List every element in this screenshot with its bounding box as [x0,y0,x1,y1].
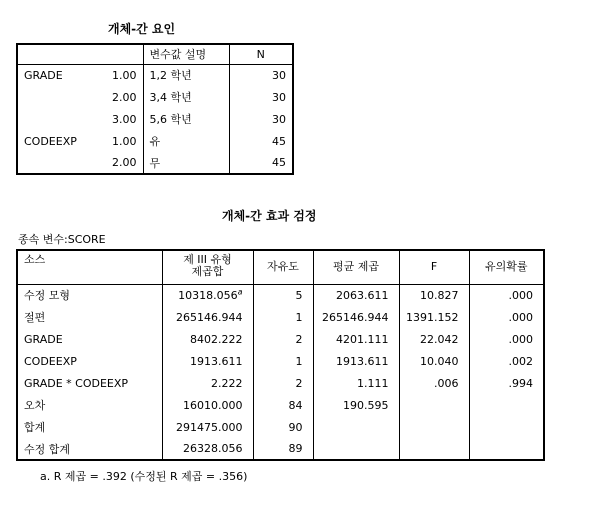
between-subjects-effects-table [16,249,545,461]
ss-cell [162,438,253,460]
ss-cell [162,328,253,350]
source-cell: 수정 모형 [24,289,71,303]
table-row [17,416,544,438]
factor-value: 2.00 [112,90,137,104]
source-cell: GRADE * CODEEXP [24,376,129,390]
value-label: 무 [143,152,229,174]
table-header-row [17,44,293,64]
factor-name: GRADE [24,68,63,82]
table-row [17,86,293,108]
ms-cell: 4201.111 [313,328,399,350]
sig-cell: .000 [469,284,544,306]
f-cell: 10.040 [399,350,469,372]
df-cell: 89 [253,438,313,460]
ss-cell [162,284,253,306]
table-header-row [17,250,544,284]
source-cell: 오차 [24,399,46,412]
header-ss: 제 III 유형 제곱합 [162,250,253,284]
ss-cell [162,416,253,438]
df-cell: 2 [253,372,313,394]
factor-value: 1.00 [112,68,137,82]
value-label: 5,6 학년 [143,108,229,130]
f-cell [399,438,469,460]
header-df: 자유도 [253,250,313,284]
source-cell: GRADE [24,332,63,346]
sig-cell [469,394,544,416]
table-row [17,372,544,394]
sig-cell: .000 [469,328,544,350]
f-cell: 1391.152 [399,306,469,328]
f-cell [399,394,469,416]
header-source: 소스 [17,250,162,284]
table-row [17,306,544,328]
ss-cell [162,394,253,416]
factor-name: CODEEXP [24,134,77,148]
df-cell: 84 [253,394,313,416]
ms-cell [313,438,399,460]
table-row [17,108,293,130]
factor-value: 2.00 [112,156,137,169]
table-row [17,64,293,86]
sig-cell: .994 [469,372,544,394]
factor-name [17,86,95,108]
source-cell: 수정 합계 [24,442,71,456]
df-cell: 5 [253,284,313,306]
footnote-marker: a [237,287,243,297]
header-label: 변수값 설명 [143,44,229,64]
factors-title: 개체-간 요인 [108,22,176,36]
table-row [17,394,544,416]
sig-cell [469,416,544,438]
table-row [17,284,544,306]
n-count: 45 [229,130,293,152]
ss-value: 1913.611 [190,354,243,368]
ms-cell: 1913.611 [313,350,399,372]
ss-value: 2.222 [211,376,243,390]
sig-cell: .002 [469,350,544,372]
source-cell: 절편 [24,311,46,324]
source-cell: 합계 [24,421,46,434]
f-cell: .006 [399,372,469,394]
sig-cell [469,438,544,460]
ss-cell [162,306,253,328]
value-label: 3,4 학년 [143,86,229,108]
df-cell: 90 [253,416,313,438]
header-n: N [229,44,293,64]
ms-cell [313,416,399,438]
between-subjects-factors-table [16,43,294,175]
n-count: 45 [229,152,293,174]
ss-value: 8402.222 [190,332,243,346]
sig-cell: .000 [469,306,544,328]
value-label: 1,2 학년 [143,64,229,86]
factor-value: 3.00 [112,112,137,126]
df-cell: 1 [253,350,313,372]
table-row [17,328,544,350]
header-ms: 평균 제곱 [313,250,399,284]
df-cell: 1 [253,306,313,328]
ss-value: 26328.056 [183,442,243,455]
ss-value: 291475.000 [176,420,243,434]
table-row [17,130,293,152]
n-count: 30 [229,86,293,108]
factor-name [17,152,95,174]
f-cell: 10.827 [399,284,469,306]
dependent-variable-label: 종속 변수:SCORE [18,233,106,246]
footnote: a. R 제곱 = .392 (수정된 R 제곱 = .356) [40,470,248,483]
table-row [17,152,293,174]
ss-cell [162,372,253,394]
ss-cell [162,350,253,372]
ms-cell: 265146.944 [313,306,399,328]
df-cell: 2 [253,328,313,350]
n-count: 30 [229,108,293,130]
header-sig: 유의확률 [469,250,544,284]
f-cell: 22.042 [399,328,469,350]
ss-value: 16010.000 [183,398,243,412]
ms-cell: 190.595 [313,394,399,416]
ss-value: 265146.944 [176,310,243,324]
f-cell [399,416,469,438]
ss-value: 10318.056 [178,288,238,302]
header-f: F [399,250,469,284]
ms-cell: 1.111 [313,372,399,394]
factor-name [17,108,95,130]
n-count: 30 [229,64,293,86]
table-row [17,350,544,372]
source-cell: CODEEXP [24,354,77,368]
ms-cell: 2063.611 [313,284,399,306]
factor-value: 1.00 [112,134,137,148]
table-row [17,438,544,460]
effects-title: 개체-간 효과 검정 [222,209,317,223]
value-label: 유 [143,130,229,152]
